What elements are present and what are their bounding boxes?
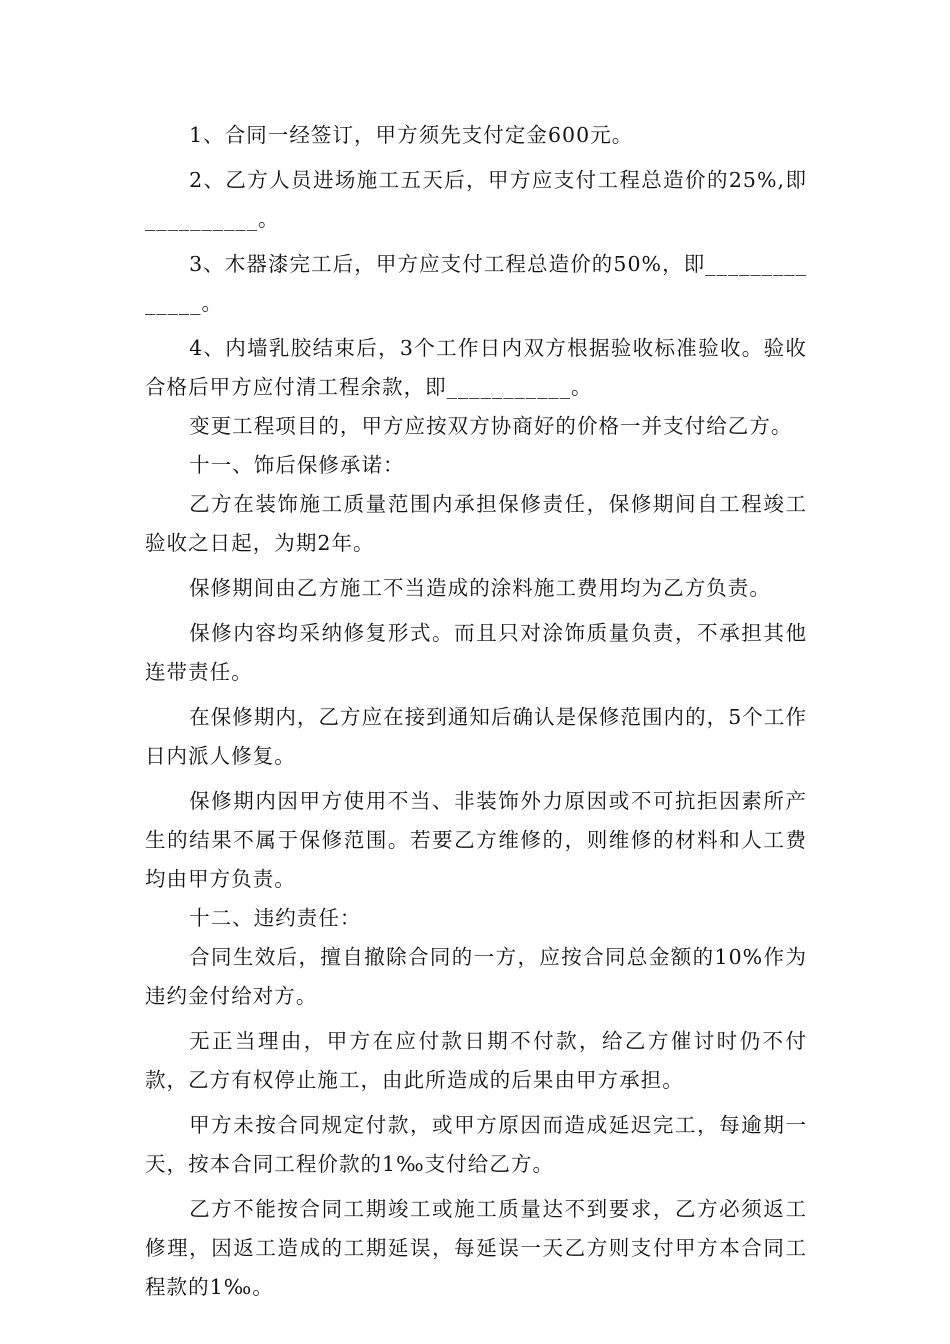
- liability-paragraph-3: 甲方未按合同规定付款，或甲方原因而造成延迟完工，每逾期一天，按本合同工程价款的1‰支付给乙方。: [145, 1113, 807, 1176]
- liability-paragraph-4: 乙方不能按合同工期竣工或施工质量达不到要求，乙方必须返工修理，因返工造成的工期延误，每延误一天乙方则支付甲方本合同工程款的1‰。: [145, 1197, 807, 1299]
- payment-clause-1: 1、合同一经签订，甲方须先支付定金600元。: [189, 123, 634, 147]
- payment-clause-4: 4、内墙乳胶结束后，3个工作日内双方根据验收标准验收。验收合格后甲方应付清工程余款，即___________。: [145, 336, 807, 399]
- change-order-paragraph: 变更工程项目的，甲方应按双方协商好的价格一并支付给乙方。: [189, 414, 793, 438]
- section-heading-warranty: 十一、饰后保修承诺：: [189, 453, 405, 477]
- liability-paragraph-1: 合同生效后，擅自撤除合同的一方，应按合同总金额的10%作为违约金付给对方。: [145, 945, 807, 1008]
- warranty-paragraph-5: 保修期内因甲方使用不当、非装饰外力原因或不可抗拒因素所产生的结果不属于保修范围。若要乙方维修的，则维修的材料和人工费均由甲方负责。: [145, 789, 807, 891]
- section-heading-liability: 十二、违约责任：: [189, 906, 362, 930]
- document-body: [145, 116, 807, 1307]
- warranty-paragraph-2: 保修期间由乙方施工不当造成的涂料施工费用均为乙方负责。: [189, 576, 771, 600]
- warranty-paragraph-3: 保修内容均采纳修复形式。而且只对涂饰质量负责，不承担其他连带责任。: [145, 621, 807, 684]
- liability-paragraph-2: 无正当理由，甲方在应付款日期不付款，给乙方催讨时仍不付款，乙方有权停止施工，由此所造成的后果由甲方承担。: [145, 1029, 807, 1092]
- payment-clause-3: 3、木器漆完工后，甲方应支付工程总造价的50%，即______________。: [145, 252, 807, 315]
- payment-clause-2: 2、乙方人员进场施工五天后，甲方应支付工程总造价的25%,即__________。: [145, 168, 807, 231]
- warranty-paragraph-4: 在保修期内，乙方应在接到通知后确认是保修范围内的，5个工作日内派人修复。: [145, 705, 807, 768]
- warranty-paragraph-1: 乙方在装饰施工质量范围内承担保修责任，保修期间自工程竣工验收之日起，为期2年。: [145, 492, 807, 555]
